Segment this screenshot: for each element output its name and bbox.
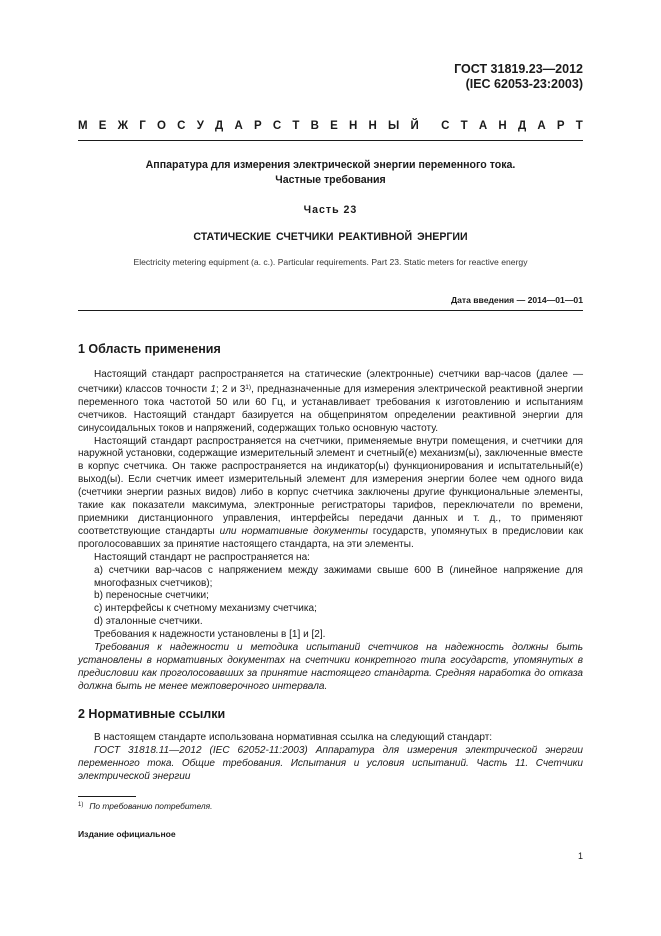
heading-letter: Р (556, 120, 565, 132)
heading-letter: Д (215, 120, 224, 132)
heading-letter: Е (98, 120, 107, 132)
gost-header (454, 62, 583, 92)
list-item: a) счетчики вар-часов с напряжением между зажимами свыше 600 В (линейное напряжение для многофазных счетчиков); (94, 564, 583, 589)
references-intro: В настоящем стандарте использована нормативная ссылка на следующий стандарт: (94, 732, 493, 743)
page-number: 1 (577, 851, 583, 861)
heading-letter: С (441, 120, 450, 132)
heading-letter: Н (368, 120, 377, 132)
heading-letter: Т (460, 120, 468, 132)
list-item: b) переносные счетчики; (94, 590, 209, 602)
text-italic: Требования к надежности и методика испытаний счетчиков на надежность должны быть установлены в нормативных документах на счетчики конкретного типа государств, упомянутых в предисловии как проголосовавших за принятие настоящего стандарта. Средняя наработка до отказа должна быть не менее межповерочного интервала. (78, 642, 583, 692)
date-rule (78, 310, 583, 311)
iec-number: (IEC 62053-23:2003) (465, 77, 583, 91)
standard-type-heading (78, 120, 583, 132)
english-title: Electricity metering equipment (a. c.). Particular requirements. Part 23. Static meters for reactive energy (133, 257, 528, 267)
heading-letter: В (310, 120, 319, 132)
heading-letter: М (78, 120, 88, 132)
heading-letter: Д (517, 120, 527, 132)
list-item: c) интерфейсы к счетному механизму счетчика; (94, 603, 317, 615)
effective-date: Дата введения — 2014—01—01 (450, 295, 583, 305)
heading-letter: У (196, 120, 204, 132)
heading-letter: Й (410, 120, 419, 132)
text-italic: 1 (210, 383, 217, 395)
footnote (78, 801, 212, 811)
section-1-heading: 1 Область применения (78, 342, 221, 356)
text: Настоящий стандарт распространяется на счетчики, применяемые внутри помещения, и счетчики для наружной установки, содержащие измерительный элемент и счетный(е) механизм(ы), заключенные вместе в корпус счетчика. Он также распространяется на индикатор(ы) функционирования и испытательный(е) выход(ы). Если счетчик имеет измерительный элемент для измерения энергии более чем одного вида (счетчики энергии разных видов) либо в корпус счетчика заключены другие функциональные элементы, такие как показатели максимума, электронные регистраторы тарифов, переключатели по времени, приемники дистанционного управления, интерфейсы передачи данных и т. д., то применяют соответствующие стандарты (78, 435, 583, 537)
section-2-heading: 2 Нормативные ссылки (78, 707, 226, 721)
footnote-rule (78, 796, 136, 797)
document-subtitle: СТАТИЧЕСКИЕ СЧЕТЧИКИ РЕАКТИВНОЙ ЭНЕРГИИ (193, 231, 468, 243)
edition-label: Издание официальное (78, 829, 176, 839)
heading-letter: Ы (388, 120, 400, 132)
reference-entry (78, 745, 583, 784)
heading-letter: С (272, 120, 282, 132)
heading-letter: Г (139, 120, 146, 132)
reliability-note (78, 642, 583, 694)
heading-letter: О (157, 120, 166, 132)
heading-letter: А (234, 120, 243, 132)
text: , предназначенные для измерения электрической реактивной энергии переменного тока частотой 50 или 60 Гц, и устанавливает требования к изготовлению и испытаниям счетчиков. Настоящий стандарт базируется на общепринятом определении реактивной энергии для синусоидальных токов и напряжений, содержащих только основную частоту. (78, 383, 583, 434)
scope-paragraph-2 (78, 436, 583, 552)
text: ; 2 и 3 (216, 383, 246, 395)
title-line-2: Частные требования (275, 174, 386, 186)
part-number: Часть 23 (303, 204, 358, 216)
heading-letter: А (537, 120, 546, 132)
text: Настоящий стандарт распространяется на статические (электронные) счетчики вар-часов (далее — счетчики) классов точности (78, 369, 583, 395)
heading-letter: Т (292, 120, 300, 132)
footnote-ref: 1) (245, 383, 252, 391)
heading-letter: Р (253, 120, 262, 132)
heading-letter: С (177, 120, 186, 132)
footnote-marker: 1) (78, 802, 84, 808)
heading-letter: Т (575, 120, 583, 132)
heading-letter: А (478, 120, 488, 132)
scope-paragraph-3: Настоящий стандарт не распространяется на: (94, 551, 310, 563)
heading-letter: Е (330, 120, 338, 132)
footnote-text: По требованию потребителя. (89, 801, 213, 811)
gost-number: ГОСТ 31819.23—2012 (454, 62, 583, 76)
text-italic: или нормативные документы (219, 525, 368, 537)
list-item: d) эталонные счетчики. (94, 616, 203, 628)
scope-paragraph-1 (78, 369, 583, 436)
heading-letter: Н (498, 120, 507, 132)
header-rule (78, 140, 583, 141)
text-italic: ГОСТ 31818.11—2012 (IEC 62052-11:2003) Аппаратура для измерения электрической энергии переменного тока. Общие требования. Испытания и условия испытаний. Часть 11. Счетчики электрической энергии (78, 744, 583, 782)
reliability-paragraph: Требования к надежности установлены в [1] и [2]. (94, 629, 326, 641)
section-2-body (78, 732, 583, 784)
section-1-body (78, 369, 583, 694)
heading-letter: Ж (117, 120, 129, 132)
document-title (78, 158, 583, 188)
title-line-1: Аппаратура для измерения электрической энергии переменного тока. (145, 159, 516, 171)
text: государств, упомянутых в предисловии как проголосовавших за принятие настоящего стандарта, на эти элементы. (78, 525, 584, 550)
heading-letter: Н (348, 120, 358, 132)
